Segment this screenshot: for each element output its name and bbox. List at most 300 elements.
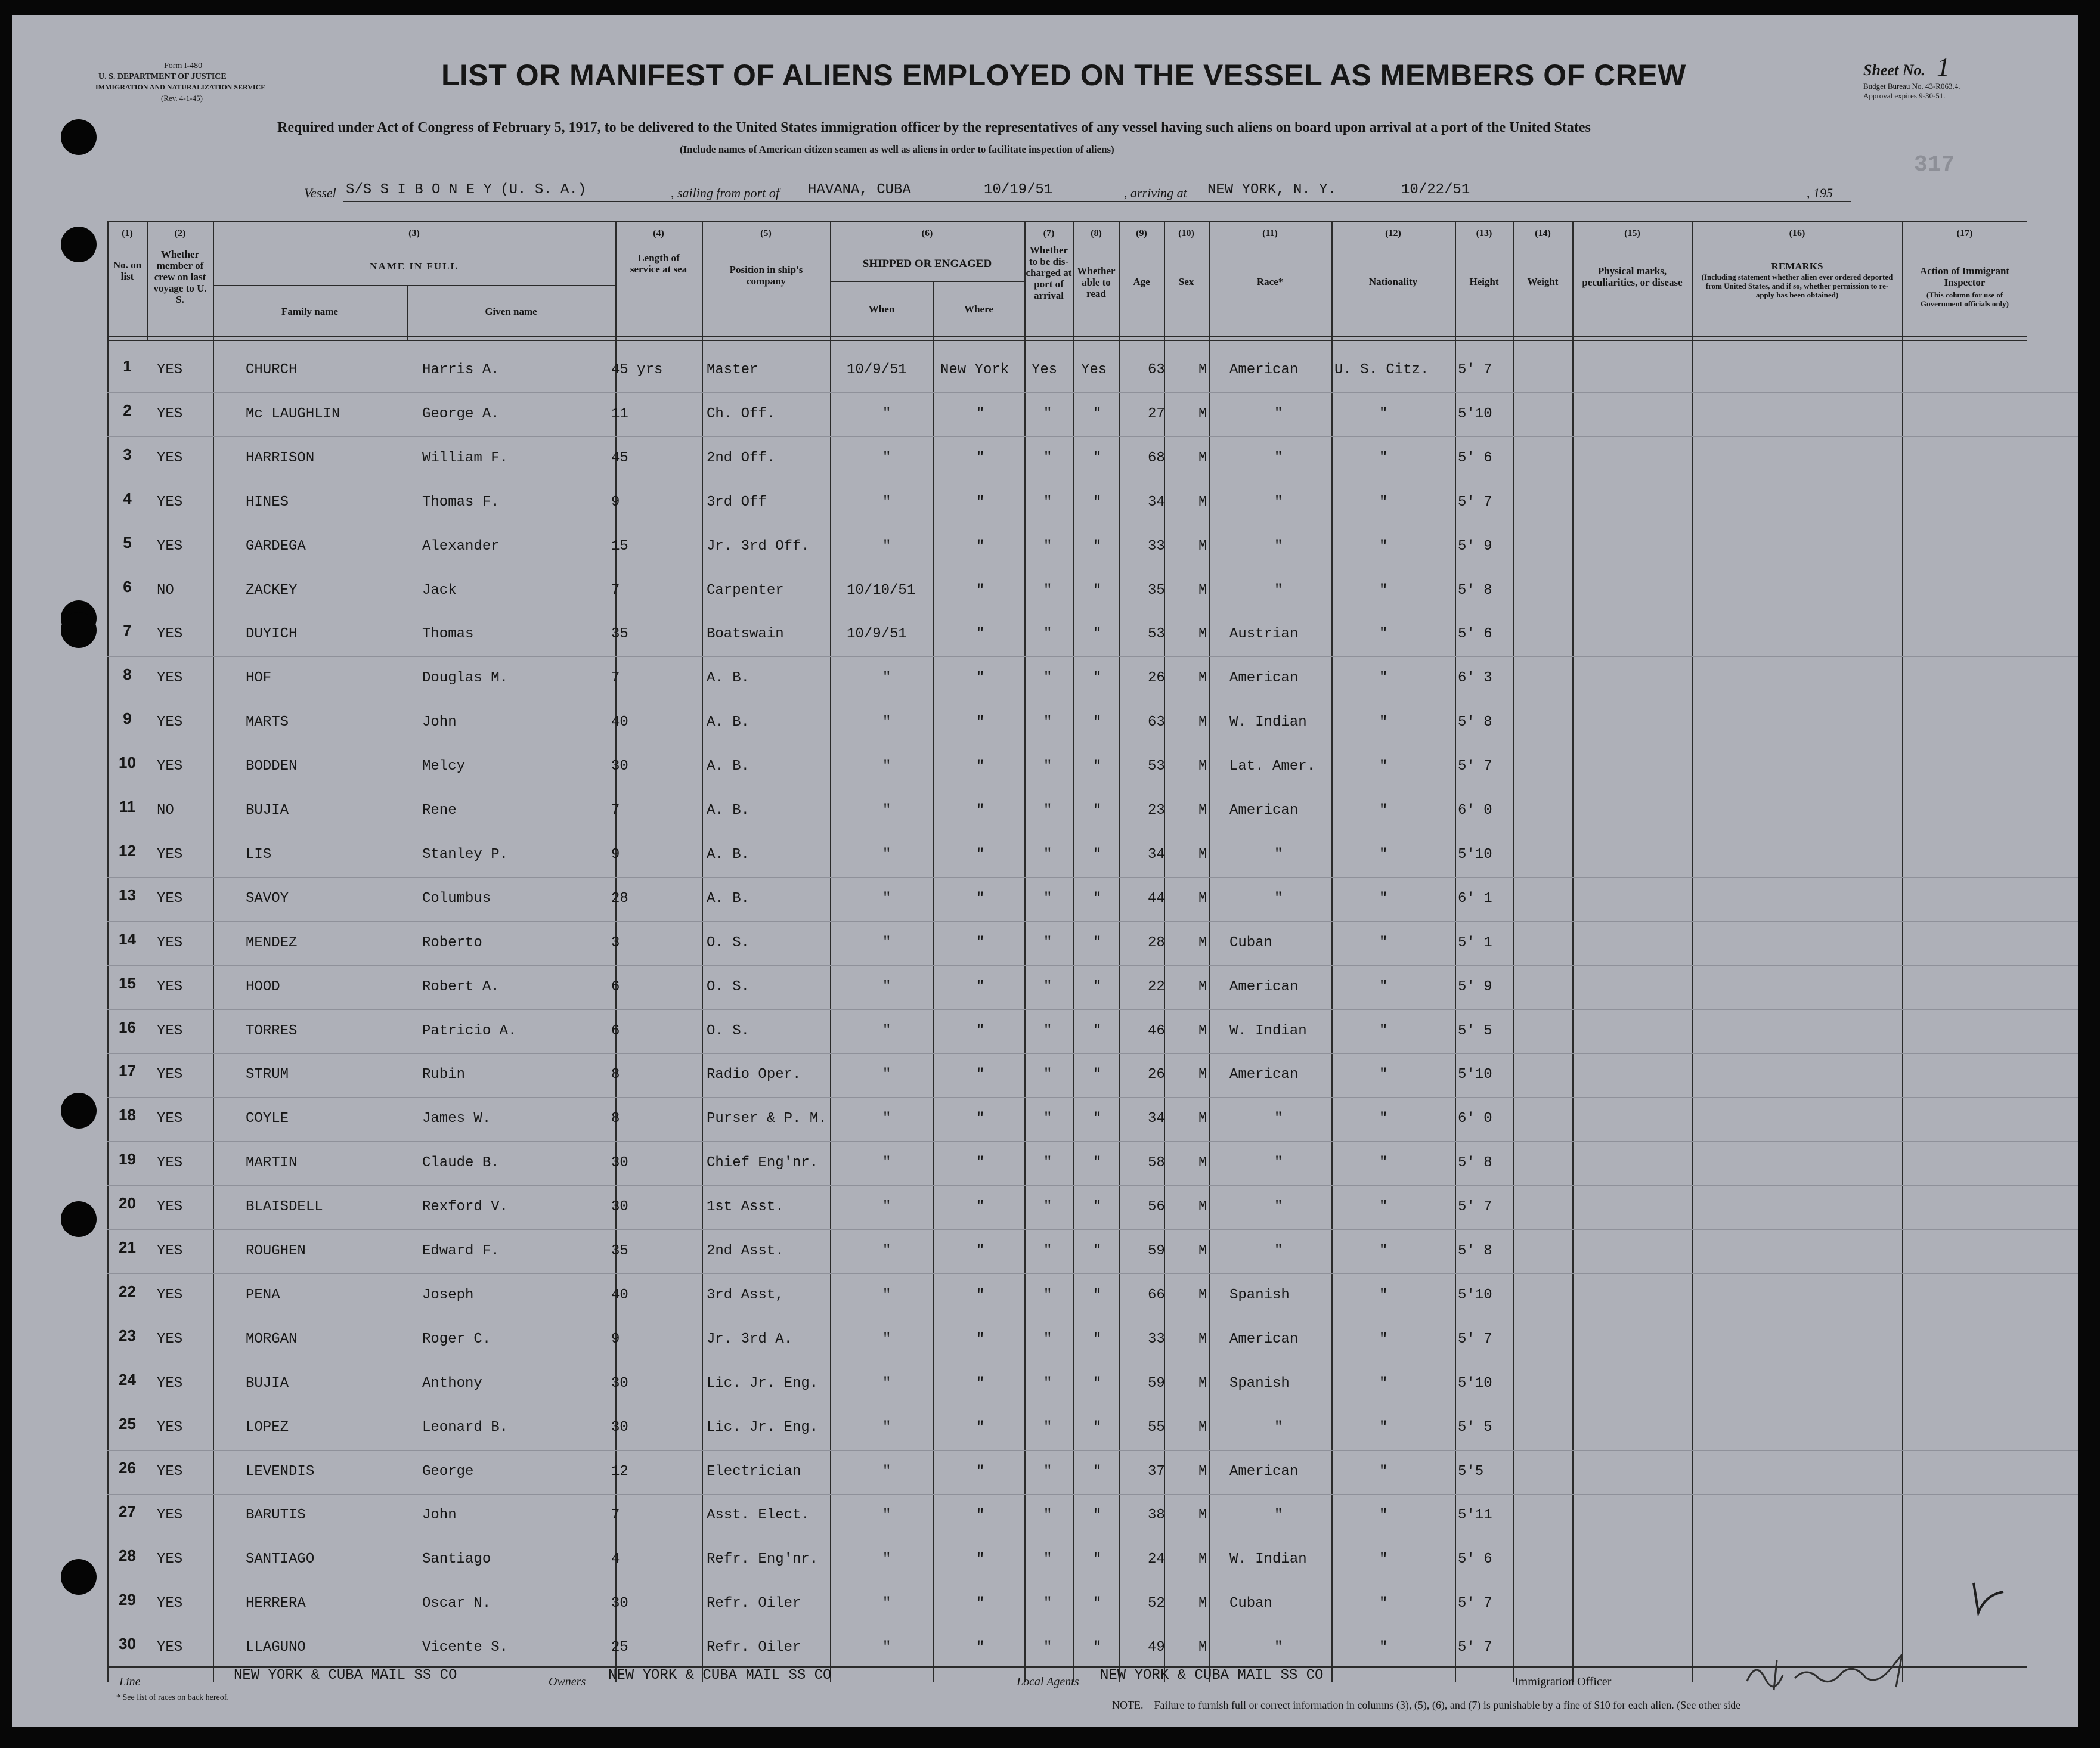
header-length-service: Length of service at sea <box>630 252 687 275</box>
cell-race: Spanish <box>1229 1375 1290 1391</box>
cell-family: TORRES <box>246 1022 298 1039</box>
header-sex: Sex <box>1178 276 1194 287</box>
line-label: Line <box>119 1675 141 1688</box>
cell-age: 68 <box>1148 450 1165 466</box>
cell-length: 12 <box>611 1463 628 1480</box>
cell-race: " <box>1274 405 1283 422</box>
cell-length: 30 <box>611 1419 628 1436</box>
cell-member: YES <box>157 846 183 863</box>
cell-read: " <box>1093 890 1102 907</box>
cell-member: NO <box>157 582 174 599</box>
cell-when: " <box>882 846 891 863</box>
cell-nationality: " <box>1379 1067 1388 1083</box>
table-row <box>12 525 2078 569</box>
cell-where: " <box>976 1287 985 1303</box>
cell-family: HARRISON <box>246 450 315 466</box>
cell-read: " <box>1093 405 1102 422</box>
cell-height: 5' 6 <box>1458 1551 1492 1568</box>
cell-length: 11 <box>611 405 628 422</box>
header-able-to-read: Whether able to read <box>1077 265 1116 299</box>
table-row <box>12 349 2078 393</box>
cell-height: 5'10 <box>1458 1287 1492 1303</box>
cell-family: SAVOY <box>246 890 289 907</box>
cell-length: 28 <box>611 890 628 907</box>
table-header-rule-2 <box>107 340 2027 341</box>
header-whether-member: Whether member of crew on last voyage to U. S. <box>153 249 207 305</box>
cell-sex: M <box>1198 405 1207 422</box>
cell-length: 45 yrs <box>611 362 663 378</box>
cell-length: 30 <box>611 1155 628 1171</box>
cell-member: YES <box>157 450 183 466</box>
cell-age: 49 <box>1148 1639 1165 1656</box>
cell-when: " <box>882 758 891 775</box>
cell-sex: M <box>1198 1331 1207 1347</box>
cell-height: 6' 0 <box>1458 802 1492 819</box>
cell-member: YES <box>157 758 183 775</box>
cell-family: ZACKEY <box>246 582 298 599</box>
arriving-label: , arriving at <box>1124 185 1187 200</box>
cell-position: Chief Eng'nr. <box>707 1155 819 1171</box>
cell-given: John <box>422 714 457 731</box>
cell-race: American <box>1229 802 1299 819</box>
cell-when: " <box>882 538 891 554</box>
cell-age: 59 <box>1148 1375 1165 1391</box>
cell-sex: M <box>1198 1199 1207 1216</box>
cell-family: CHURCH <box>246 362 298 378</box>
cell-sex: M <box>1198 1375 1207 1391</box>
col-num-6: (6) <box>921 228 933 238</box>
cell-read: " <box>1093 1199 1102 1216</box>
col-num-3: (3) <box>408 228 420 238</box>
cell-disch: Yes <box>1032 362 1058 378</box>
cell-height: 5' 7 <box>1458 1331 1492 1347</box>
cell-member: YES <box>157 1331 183 1347</box>
col-num-17: (17) <box>1956 228 1973 238</box>
cell-member: YES <box>157 405 183 422</box>
cell-member: YES <box>157 1155 183 1171</box>
cell-nationality: " <box>1379 1111 1388 1127</box>
cell-disch: " <box>1043 1551 1052 1568</box>
cell-disch: " <box>1043 1111 1052 1127</box>
cell-position: O. S. <box>707 934 750 951</box>
cell-disch: " <box>1043 670 1052 687</box>
header-remarks: REMARKS <box>1771 261 1823 272</box>
cell-position: A. B. <box>707 846 750 863</box>
to-date: 10/22/51 <box>1401 182 1470 198</box>
cell-sex: M <box>1198 934 1207 951</box>
table-row <box>12 833 2078 878</box>
cell-disch: " <box>1043 1463 1052 1480</box>
cell-family: LLAGUNO <box>246 1639 306 1656</box>
cell-read: " <box>1093 1639 1102 1656</box>
cell-age: 58 <box>1148 1155 1165 1171</box>
budget-bureau: Budget Bureau No. 43-R063.4. <box>1863 82 1960 91</box>
header-age: Age <box>1133 276 1150 287</box>
cell-height: 5'10 <box>1458 405 1492 422</box>
row-number: 15 <box>119 974 136 992</box>
cell-sex: M <box>1198 890 1207 907</box>
cell-nationality: " <box>1379 670 1388 687</box>
cell-read: " <box>1093 1595 1102 1612</box>
cell-nationality: " <box>1379 582 1388 599</box>
cell-disch: " <box>1043 1375 1052 1391</box>
header-discharged: Whether to be dis- charged at port of arrival <box>1026 244 1072 301</box>
table-row <box>12 1362 2078 1406</box>
header-action: Action of Immigrant Inspector <box>1919 265 2010 288</box>
cell-sex: M <box>1198 978 1207 995</box>
cell-given: Stanley P. <box>422 846 509 863</box>
row-number: 8 <box>123 665 132 684</box>
cell-where: " <box>976 494 985 510</box>
cell-height: 5' 5 <box>1458 1022 1492 1039</box>
cell-age: 52 <box>1148 1595 1165 1612</box>
cell-read: " <box>1093 582 1102 599</box>
row-number: 9 <box>123 709 132 728</box>
cell-given: Anthony <box>422 1375 482 1391</box>
table-row <box>12 1582 2078 1626</box>
cell-family: BUJIA <box>246 802 289 819</box>
cell-when: " <box>882 1419 891 1436</box>
cell-nationality: " <box>1379 846 1388 863</box>
cell-disch: " <box>1043 802 1052 819</box>
cell-age: 27 <box>1148 405 1165 422</box>
cell-age: 53 <box>1148 626 1165 643</box>
cell-sex: M <box>1198 1551 1207 1568</box>
row-number: 1 <box>123 357 132 375</box>
cell-length: 3 <box>611 934 620 951</box>
cell-nationality: " <box>1379 1551 1388 1568</box>
cell-race: W. Indian <box>1229 714 1307 731</box>
cell-height: 5' 8 <box>1458 582 1492 599</box>
cell-family: HERRERA <box>246 1595 306 1612</box>
cell-member: YES <box>157 538 183 554</box>
cell-member: YES <box>157 1419 183 1436</box>
sheet-label: Sheet No. <box>1863 61 1925 79</box>
cell-family: MENDEZ <box>246 934 298 951</box>
cell-when: " <box>882 1243 891 1259</box>
cell-member: YES <box>157 1639 183 1656</box>
cell-read: " <box>1093 1243 1102 1259</box>
cell-length: 40 <box>611 1287 628 1303</box>
cell-height: 5'10 <box>1458 846 1492 863</box>
cell-nationality: " <box>1379 758 1388 775</box>
cell-family: STRUM <box>246 1067 289 1083</box>
cell-where: " <box>976 934 985 951</box>
cell-when: " <box>882 1639 891 1656</box>
cell-disch: " <box>1043 890 1052 907</box>
cell-nationality: " <box>1379 1463 1388 1480</box>
sheet-number: 1 <box>1937 52 1950 82</box>
line-value: NEW YORK & CUBA MAIL SS CO <box>234 1668 457 1684</box>
cell-given: Columbus <box>422 890 491 907</box>
cell-read: " <box>1093 1111 1102 1127</box>
table-row <box>12 393 2078 437</box>
footer-note: NOTE.—Failure to furnish full or correct information in columns (3), (5), (6), and (7) is punishable by a fine of $10 for each alien. (See other side <box>1112 1699 1741 1711</box>
cell-family: HOOD <box>246 978 280 995</box>
cell-disch: " <box>1043 538 1052 554</box>
cell-given: George <box>422 1463 474 1480</box>
header-family-name: Family name <box>281 306 338 317</box>
cell-read: " <box>1093 494 1102 510</box>
cell-race: " <box>1274 1419 1283 1436</box>
row-number: 10 <box>119 754 136 772</box>
cell-age: 33 <box>1148 1331 1165 1347</box>
cell-where: " <box>976 1419 985 1436</box>
cell-given: James W. <box>422 1111 491 1127</box>
cell-height: 5' 9 <box>1458 978 1492 995</box>
cell-where: " <box>976 1375 985 1391</box>
cell-family: SANTIAGO <box>246 1551 315 1568</box>
table-row <box>12 878 2078 922</box>
cell-age: 26 <box>1148 1067 1165 1083</box>
cell-nationality: " <box>1379 1419 1388 1436</box>
cell-given: Rene <box>422 802 457 819</box>
cell-when: " <box>882 1463 891 1480</box>
cell-race: " <box>1274 450 1283 466</box>
cell-position: Ch. Off. <box>707 405 776 422</box>
row-number: 6 <box>123 577 132 596</box>
table-top-rule <box>107 221 2027 222</box>
cell-disch: " <box>1043 1022 1052 1039</box>
cell-where: " <box>976 1331 985 1347</box>
vessel-name: S/S S I B O N E Y (U. S. A.) <box>346 182 587 198</box>
cell-read: " <box>1093 626 1102 643</box>
cell-disch: " <box>1043 1287 1052 1303</box>
cell-disch: " <box>1043 405 1052 422</box>
cell-position: 3rd Asst, <box>707 1287 784 1303</box>
cell-height: 6' 1 <box>1458 890 1492 907</box>
col-num-4: (4) <box>653 228 664 238</box>
row-number: 13 <box>119 885 136 904</box>
cell-sex: M <box>1198 1419 1207 1436</box>
cell-where: " <box>976 758 985 775</box>
table-row <box>12 1053 2078 1098</box>
cell-sex: M <box>1198 1507 1207 1524</box>
header-no-on-list: No. on list <box>113 259 142 282</box>
cell-when: " <box>882 1331 891 1347</box>
cell-where: " <box>976 714 985 731</box>
row-number: 17 <box>119 1062 136 1080</box>
cell-disch: " <box>1043 1067 1052 1083</box>
cell-race: " <box>1274 846 1283 863</box>
table-row <box>12 1186 2078 1230</box>
cell-age: 34 <box>1148 494 1165 510</box>
table-row <box>12 1406 2078 1451</box>
cell-when: " <box>882 1287 891 1303</box>
header-weight: Weight <box>1527 276 1559 287</box>
row-number: 4 <box>123 489 132 507</box>
row-number: 19 <box>119 1150 136 1169</box>
cell-age: 23 <box>1148 802 1165 819</box>
cell-given: Thomas F. <box>422 494 500 510</box>
cell-height: 5' 6 <box>1458 626 1492 643</box>
cell-family: Mc LAUGHLIN <box>246 405 340 422</box>
to-port: NEW YORK, N. Y. <box>1207 182 1337 198</box>
cell-position: 2nd Asst. <box>707 1243 784 1259</box>
cell-when: " <box>882 405 891 422</box>
cell-where: " <box>976 890 985 907</box>
cell-when: " <box>882 714 891 731</box>
cell-family: LOPEZ <box>246 1419 289 1436</box>
cell-age: 44 <box>1148 890 1165 907</box>
cell-where: " <box>976 626 985 643</box>
cell-position: 3rd Off <box>707 494 767 510</box>
cell-age: 38 <box>1148 1507 1165 1524</box>
vessel-label: Vessel <box>304 185 336 200</box>
row-number: 22 <box>119 1282 136 1300</box>
cell-height: 5' 6 <box>1458 450 1492 466</box>
cell-sex: M <box>1198 1243 1207 1259</box>
cell-age: 28 <box>1148 934 1165 951</box>
cell-member: YES <box>157 1463 183 1480</box>
stamp-number: 317 <box>1914 152 1955 178</box>
cell-where: New York <box>940 362 1009 378</box>
cell-given: Rubin <box>422 1067 466 1083</box>
table-header-rule <box>107 336 2027 337</box>
col-num-13: (13) <box>1476 228 1492 238</box>
cell-read: " <box>1093 1463 1102 1480</box>
header-where: Where <box>964 303 993 315</box>
header-position: Position in ship's company <box>729 264 803 287</box>
table-row <box>12 701 2078 745</box>
cell-given: Edward F. <box>422 1243 500 1259</box>
cell-height: 5' 8 <box>1458 714 1492 731</box>
cell-race: Lat. Amer. <box>1229 758 1316 775</box>
cell-race: W. Indian <box>1229 1551 1307 1568</box>
cell-length: 25 <box>611 1639 628 1656</box>
cell-read: " <box>1093 450 1102 466</box>
cell-sex: M <box>1198 802 1207 819</box>
table-row <box>12 1010 2078 1054</box>
cell-length: 7 <box>611 1507 620 1524</box>
cell-length: 45 <box>611 450 628 466</box>
cell-nationality: " <box>1379 405 1388 422</box>
col-num-9: (9) <box>1136 228 1147 238</box>
cell-race: " <box>1274 1507 1283 1524</box>
cell-where: " <box>976 1111 985 1127</box>
cell-where: " <box>976 1551 985 1568</box>
cell-position: Lic. Jr. Eng. <box>707 1375 819 1391</box>
table-row <box>12 789 2078 833</box>
cell-read: " <box>1093 1067 1102 1083</box>
table-row <box>12 966 2078 1010</box>
cell-disch: " <box>1043 582 1052 599</box>
race-note: * See list of races on back hereof. <box>116 1693 229 1702</box>
cell-age: 22 <box>1148 978 1165 995</box>
cell-length: 7 <box>611 802 620 819</box>
row-number: 29 <box>119 1591 136 1609</box>
row-number: 2 <box>123 401 132 419</box>
cell-length: 35 <box>611 1243 628 1259</box>
cell-disch: " <box>1043 978 1052 995</box>
cell-given: Jack <box>422 582 457 599</box>
table-row <box>12 1538 2078 1582</box>
cell-read: " <box>1093 802 1102 819</box>
cell-age: 55 <box>1148 1419 1165 1436</box>
cell-nationality: " <box>1379 494 1388 510</box>
page-title: LIST OR MANIFEST OF ALIENS EMPLOYED ON THE VESSEL AS MEMBERS OF CREW <box>441 58 1686 92</box>
cell-member: YES <box>157 934 183 951</box>
cell-position: Radio Oper. <box>707 1067 801 1083</box>
table-row <box>12 437 2078 481</box>
cell-given: Roger C. <box>422 1331 491 1347</box>
table-row <box>12 613 2078 657</box>
cell-age: 35 <box>1148 582 1165 599</box>
cell-disch: " <box>1043 494 1052 510</box>
cell-sex: M <box>1198 1463 1207 1480</box>
year-label: , 195 <box>1807 185 1833 200</box>
cell-member: YES <box>157 1199 183 1216</box>
cell-race: Cuban <box>1229 934 1273 951</box>
cell-race: American <box>1229 670 1299 687</box>
cell-when: " <box>882 802 891 819</box>
table-row <box>12 657 2078 701</box>
cell-length: 30 <box>611 1595 628 1612</box>
cell-when: " <box>882 934 891 951</box>
cell-race: American <box>1229 1463 1299 1480</box>
col-num-7: (7) <box>1043 228 1055 238</box>
cell-nationality: " <box>1379 1595 1388 1612</box>
owners-value: NEW YORK & CUBA MAIL SS CO <box>608 1668 832 1684</box>
cell-read: " <box>1093 670 1102 687</box>
cell-family: ROUGHEN <box>246 1243 306 1259</box>
cell-where: " <box>976 1067 985 1083</box>
cell-family: MARTS <box>246 714 289 731</box>
cell-length: 9 <box>611 1331 620 1347</box>
cell-age: 34 <box>1148 1111 1165 1127</box>
cell-position: Jr. 3rd Off. <box>707 538 810 554</box>
row-number: 25 <box>119 1414 136 1433</box>
cell-family: DUYICH <box>246 626 298 643</box>
cell-member: YES <box>157 978 183 995</box>
cell-sex: M <box>1198 1022 1207 1039</box>
cell-length: 9 <box>611 846 620 863</box>
cell-nationality: " <box>1379 1155 1388 1171</box>
cell-nationality: " <box>1379 934 1388 951</box>
cell-position: A. B. <box>707 714 750 731</box>
cell-where: " <box>976 1639 985 1656</box>
cell-height: 5'11 <box>1458 1507 1492 1524</box>
header-height: Height <box>1469 276 1499 287</box>
row-number: 26 <box>119 1458 136 1477</box>
cell-when: " <box>882 1067 891 1083</box>
cell-height: 5' 7 <box>1458 494 1492 510</box>
sailing-label: , sailing from port of <box>671 185 779 200</box>
cell-height: 5' 5 <box>1458 1419 1492 1436</box>
cell-family: HOF <box>246 670 272 687</box>
cell-position: Boatswain <box>707 626 784 643</box>
col-num-16: (16) <box>1789 228 1805 238</box>
cell-read: " <box>1093 1287 1102 1303</box>
table-row <box>12 1142 2078 1186</box>
cell-when: 10/10/51 <box>847 582 916 599</box>
table-row <box>12 1451 2078 1495</box>
cell-nationality: " <box>1379 1199 1388 1216</box>
cell-nationality: " <box>1379 538 1388 554</box>
cell-position: Lic. Jr. Eng. <box>707 1419 819 1436</box>
cell-nationality: " <box>1379 1507 1388 1524</box>
table-row <box>12 922 2078 966</box>
cell-read: " <box>1093 1375 1102 1391</box>
cell-when: " <box>882 1375 891 1391</box>
row-number: 16 <box>119 1018 136 1036</box>
cell-when: " <box>882 890 891 907</box>
cell-member: YES <box>157 1551 183 1568</box>
owners-label: Owners <box>549 1675 586 1688</box>
cell-when: " <box>882 450 891 466</box>
cell-given: Leonard B. <box>422 1419 509 1436</box>
cell-race: American <box>1229 362 1299 378</box>
